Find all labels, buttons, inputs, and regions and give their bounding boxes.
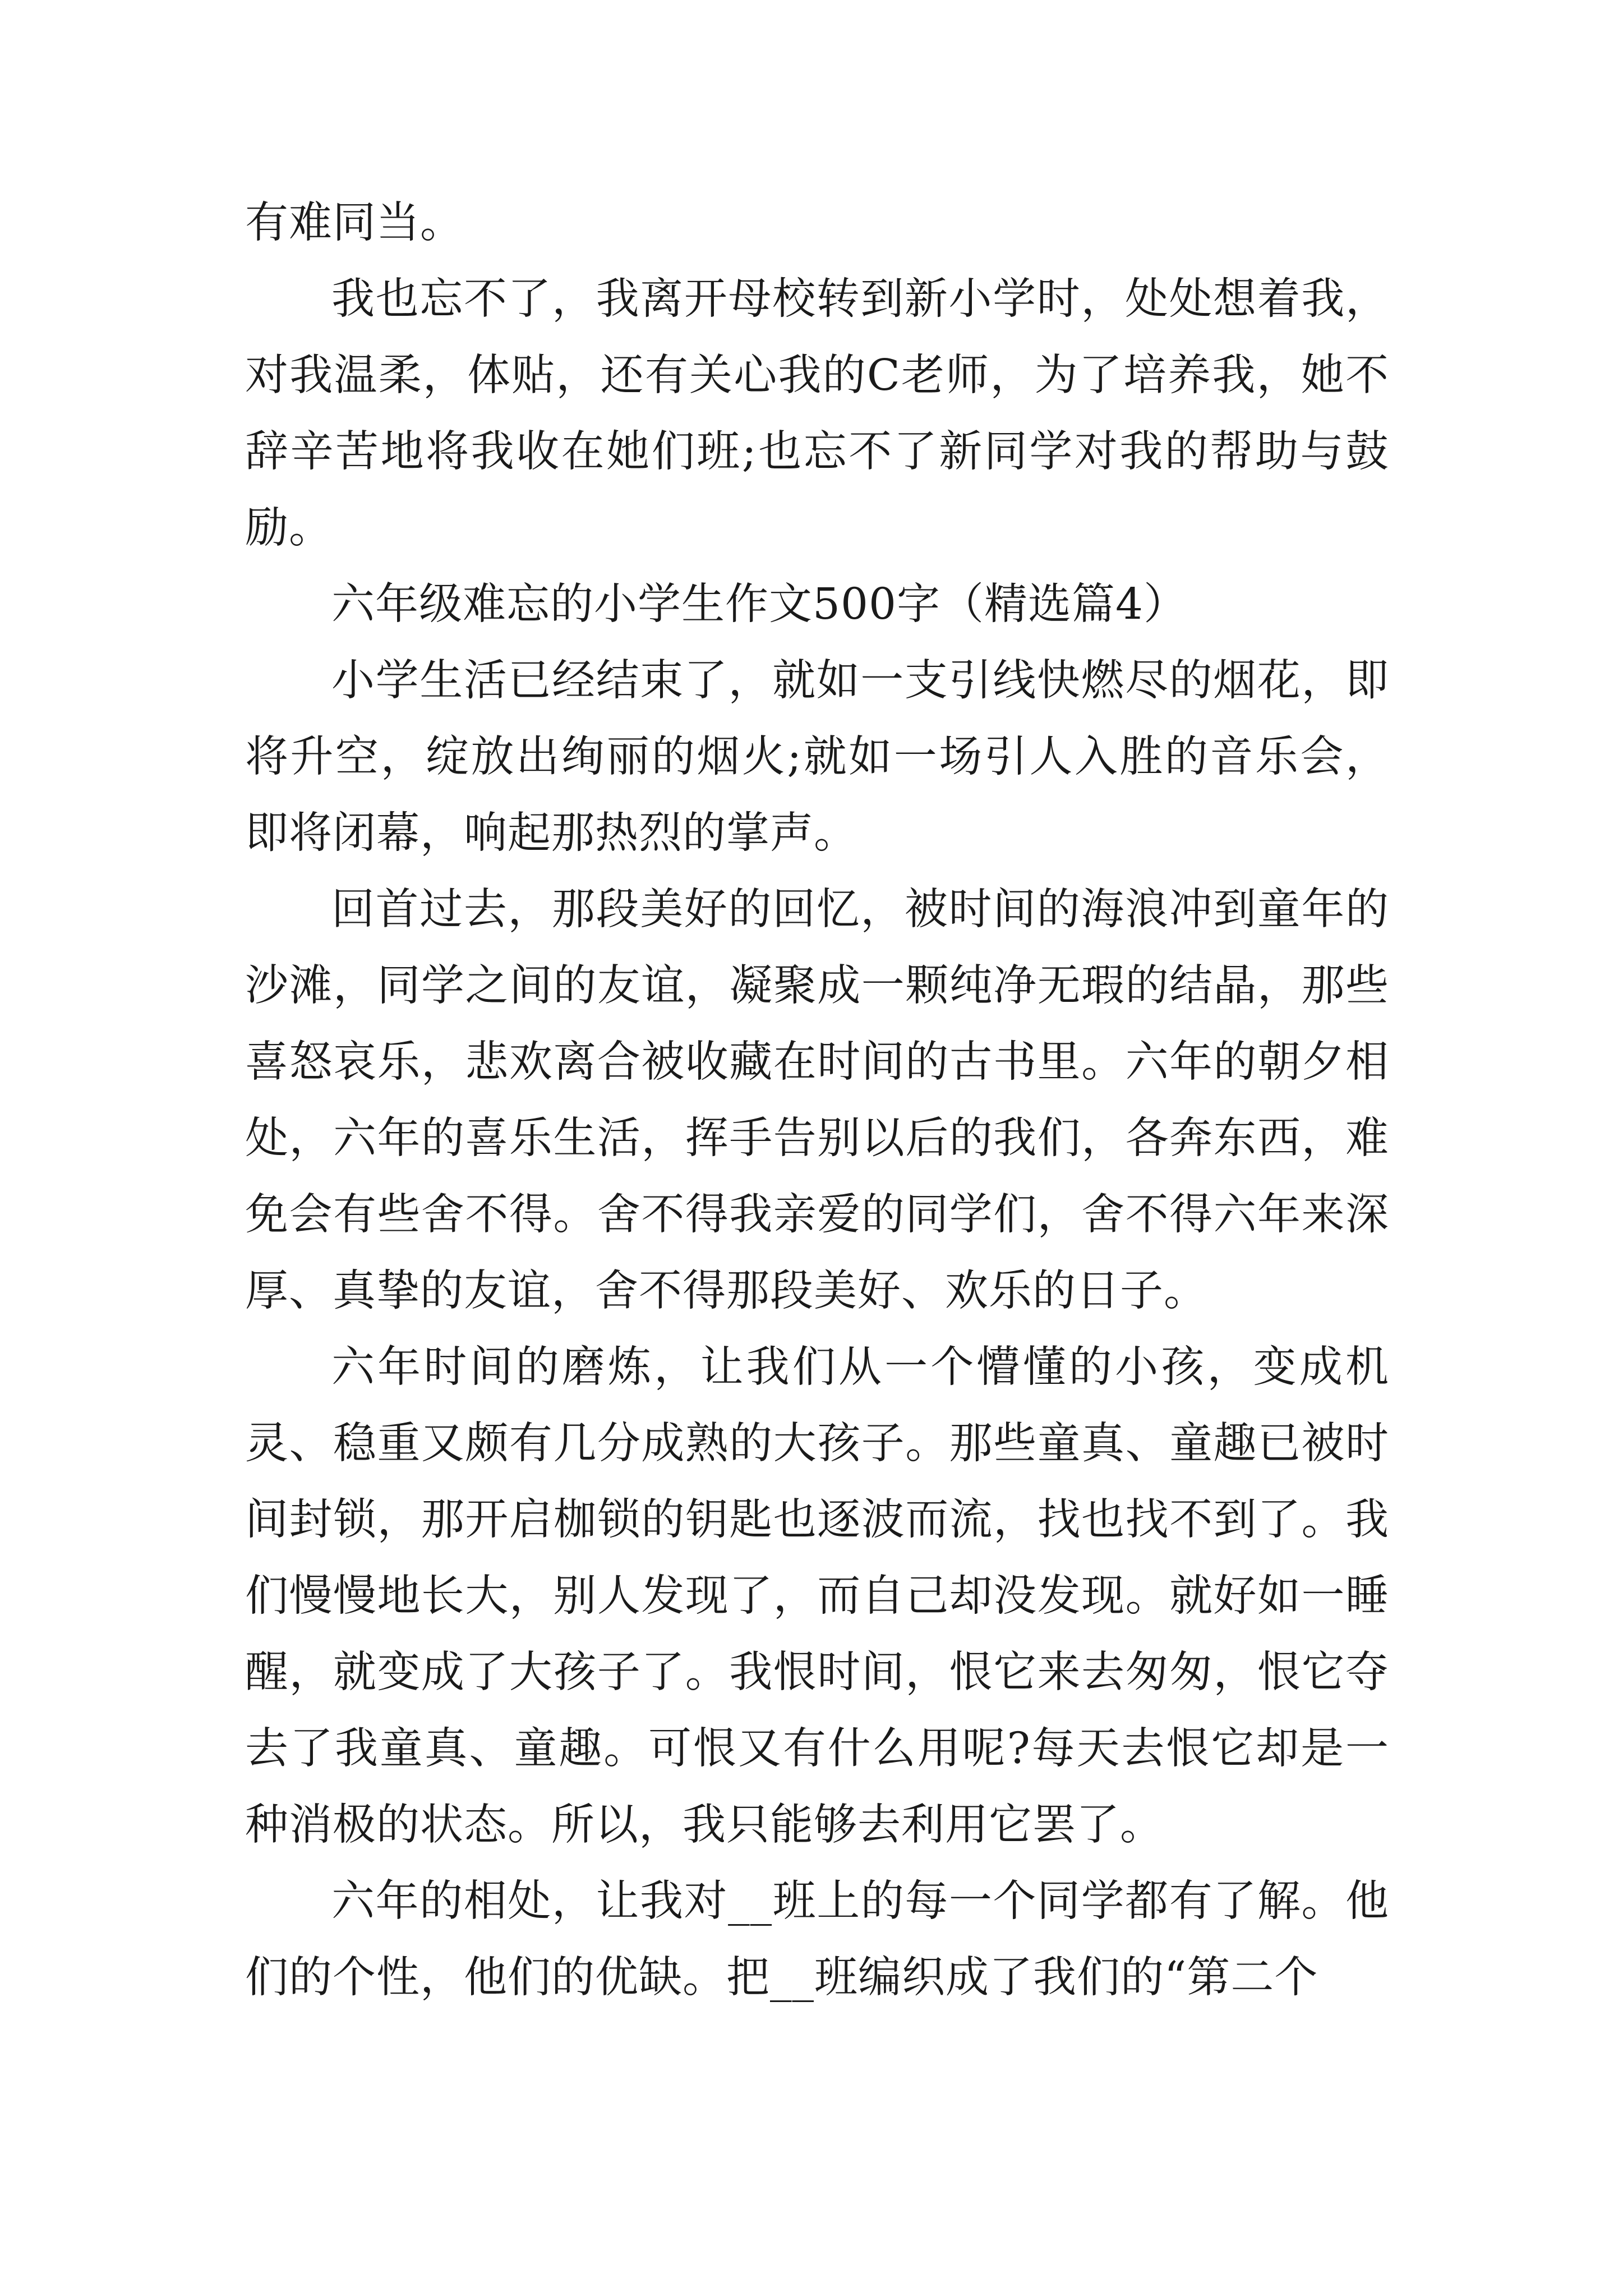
paragraph-5: 回首过去，那段美好的回忆，被时间的海浪冲到童年的沙滩，同学之间的友谊，凝聚成一颗纯净无瑕的结晶，那些喜怒哀乐，悲欢离合被收藏在时间的古书里。六年的朝夕相处，六年的喜乐生活，挥手告别以后的我们，各奔东西，难免会有些舍不得。舍不得我亲爱的同学们，舍不得六年来深厚、真挚的友谊，舍不得那段美好、欢乐的日子。	[245, 885, 1389, 1316]
paragraph-7: 六年的相处，让我对__班上的每一个同学都有了解。他们的个性，他们的优缺。把__班编织成了我们的“第二个	[245, 1876, 1389, 2003]
paragraph-1: 有难同当。	[245, 198, 464, 248]
section-heading: 六年级难忘的小学生作文500字（精选篇4）	[331, 579, 1187, 629]
paragraph-2: 我也忘不了，我离开母校转到新小学时，处处想着我，对我温柔，体贴，还有关心我的C老师，为了培养我，她不辞辛苦地将我收在她们班;也忘不了新同学对我的帮助与鼓励。	[245, 274, 1389, 553]
paragraph-6: 六年时间的磨炼，让我们从一个懵懂的小孩，变成机灵、稳重又颇有几分成熟的大孩子。那些童真、童趣已被时间封锁，那开启枷锁的钥匙也逐波而流，找也找不到了。我们慢慢地长大，别人发现了，而自己却没发现。就好如一睡醒，就变成了大孩子了。我恨时间，恨它来去匆匆，恨它夺去了我童真、童趣。可恨又有什么用呢?每天去恨它却是一种消极的状态。所以，我只能够去利用它罢了。	[245, 1342, 1389, 1850]
paragraph-4: 小学生活已经结束了，就如一支引线快燃尽的烟花，即将升空，绽放出绚丽的烟火;就如一场引人入胜的音乐会，即将闭幕，响起那热烈的掌声。	[245, 656, 1389, 858]
document-body	[245, 185, 1389, 2016]
